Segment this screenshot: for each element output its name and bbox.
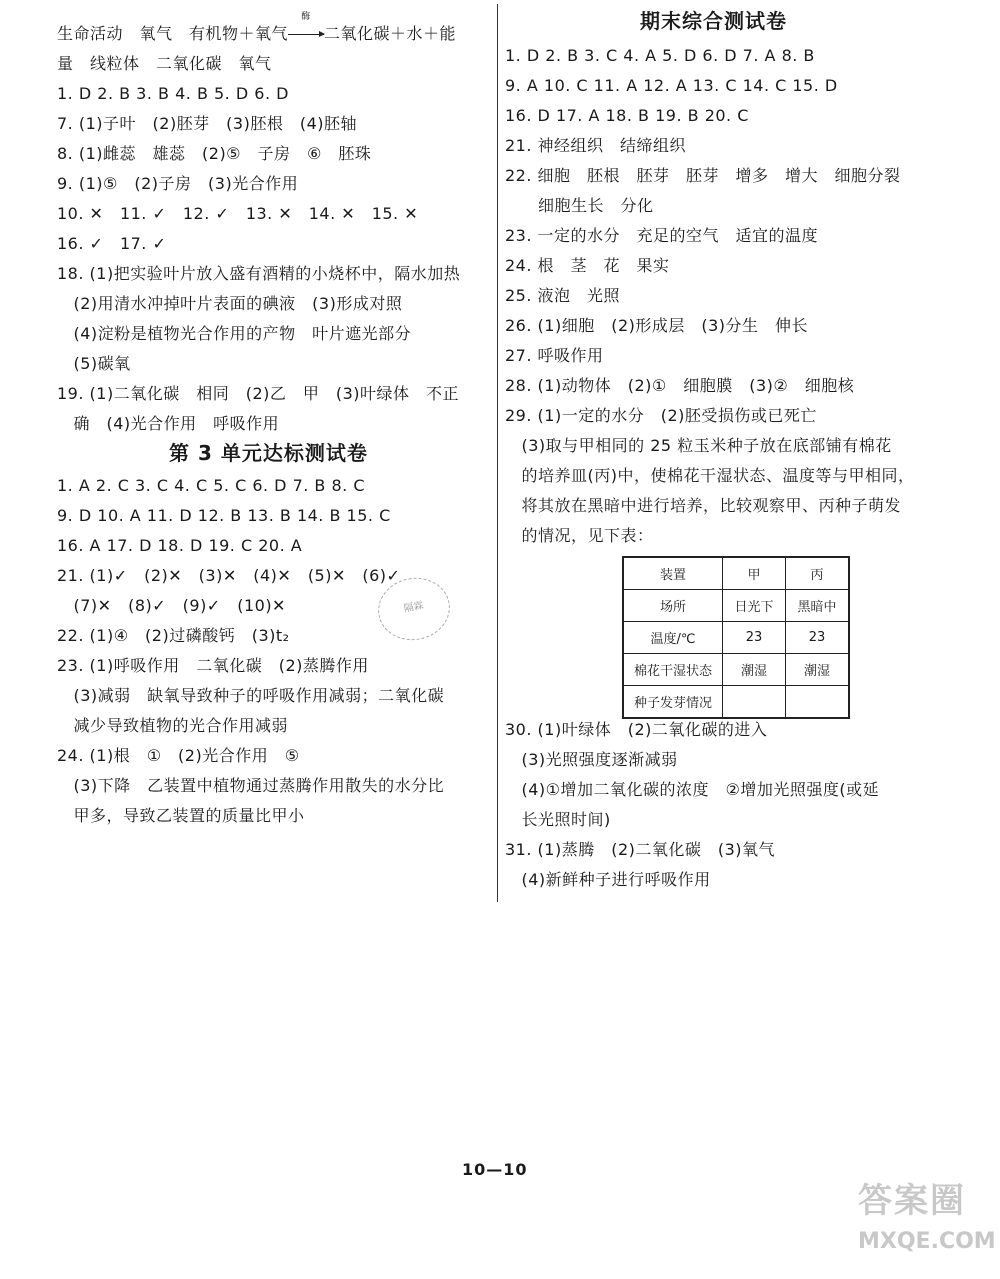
- table-row: [623, 654, 849, 686]
- answer-line: 21. (1)✓ (2)✕ (3)✕ (4)✕ (5)✕ (6)✓: [57, 566, 401, 585]
- table-row: [623, 590, 849, 622]
- experiment-table: [622, 556, 850, 719]
- answer-line: 27. 呼吸作用: [505, 346, 604, 365]
- answer-line: 量 线粒体 二氧化碳 氧气: [57, 54, 272, 73]
- answer-line: 8. (1)雌蕊 雄蕊 (2)⑤ 子房 ⑥ 胚珠: [57, 144, 372, 163]
- answer-line: 9. D 10. A 11. D 12. B 13. B 14. B 15. C: [57, 506, 391, 525]
- answer-line: 24. 根 茎 花 果实: [505, 256, 670, 275]
- answer-line: 24. (1)根 ① (2)光合作用 ⑤: [57, 746, 300, 765]
- answer-line: 23. 一定的水分 充足的空气 适宜的温度: [505, 226, 819, 245]
- table-header-cell: 丙: [786, 557, 850, 590]
- watermark-url: MXQE.COM: [858, 1229, 996, 1254]
- answer-line: 的情况，见下表：: [505, 526, 654, 545]
- answer-line: 将其放在黑暗中进行培养，比较观察甲、丙种子萌发: [505, 496, 902, 515]
- table-cell: [723, 686, 786, 719]
- table-header-cell: 装置: [623, 557, 723, 590]
- answer-line: 18. (1)把实验叶片放入盛有酒精的小烧杯中，隔水加热: [57, 264, 461, 283]
- answer-line: 31. (1)蒸腾 (2)二氧化碳 (3)氧气: [505, 840, 776, 859]
- answer-line: 19. (1)二氧化碳 相同 (2)乙 甲 (3)叶绿体 不正: [57, 384, 460, 403]
- answer-line: 10. ✕ 11. ✓ 12. ✓ 13. ✕ 14. ✕ 15. ✕: [57, 204, 419, 223]
- answer-line: 29. (1)一定的水分 (2)胚受损伤或已死亡: [505, 406, 817, 425]
- answer-line: 1. A 2. C 3. C 4. C 5. C 6. D 7. B 8. C: [57, 476, 366, 495]
- answer-line: 的培养皿(丙)中，使棉花干湿状态、温度等与甲相同，: [505, 466, 915, 485]
- table-cell: 23: [723, 622, 786, 654]
- table-cell: 种子发芽情况: [623, 686, 723, 719]
- watermark-text: 答案圈: [858, 1181, 966, 1221]
- answer-line: 16. A 17. D 18. D 19. C 20. A: [57, 536, 303, 555]
- table-cell: 潮湿: [786, 654, 850, 686]
- table-cell: 潮湿: [723, 654, 786, 686]
- table-cell: [786, 686, 850, 719]
- reaction-condition: 酶: [301, 12, 311, 22]
- reaction-arrow: [288, 12, 324, 44]
- table-header-cell: 甲: [723, 557, 786, 590]
- table-cell: 日光下: [723, 590, 786, 622]
- answer-line: 1. D 2. B 3. C 4. A 5. D 6. D 7. A 8. B: [505, 46, 815, 65]
- answer-line: 16. D 17. A 18. B 19. B 20. C: [505, 106, 749, 125]
- answer-line: 细胞生长 分化: [505, 196, 654, 215]
- table-cell: 棉花干湿状态: [623, 654, 723, 686]
- answer-line: 26. (1)细胞 (2)形成层 (3)分生 伸长: [505, 316, 809, 335]
- answer-line: 22. (1)④ (2)过磷酸钙 (3)t₂: [57, 626, 290, 645]
- answer-line: (4)新鲜种子进行呼吸作用: [505, 870, 711, 889]
- answer-line: 28. (1)动物体 (2)① 细胞膜 (3)② 细胞核: [505, 376, 855, 395]
- answer-line: (5)碳氧: [57, 354, 131, 373]
- table-cell: 黑暗中: [786, 590, 850, 622]
- watermark-logo: [858, 1175, 996, 1275]
- answer-line: (3)减弱 缺氧导致种子的呼吸作用减弱；二氧化碳: [57, 686, 445, 705]
- answer-line: 7. (1)子叶 (2)胚芽 (3)胚根 (4)胚轴: [57, 114, 358, 133]
- answer-line: 9. A 10. C 11. A 12. A 13. C 14. C 15. D: [505, 76, 838, 95]
- answer-line: (4)淀粉是植物光合作用的产物 叶片遮光部分: [57, 324, 412, 343]
- answer-line: (7)✕ (8)✓ (9)✓ (10)✕: [57, 596, 286, 615]
- answer-line: 减少导致植物的光合作用减弱: [57, 716, 289, 735]
- answer-line: 21. 神经组织 结缔组织: [505, 136, 687, 155]
- equation-line: [57, 12, 457, 44]
- answer-line: 25. 液泡 光照: [505, 286, 621, 305]
- stamp-mark: 隔霖: [373, 572, 455, 646]
- answer-line: 甲多，导致乙装置的质量比甲小: [57, 806, 305, 825]
- equation-right-text: 二氧化碳＋水＋能: [324, 24, 457, 43]
- answer-line: (4)①增加二氧化碳的浓度 ②增加光照强度(或延: [505, 780, 880, 799]
- answer-line: (3)光照强度逐渐减弱: [505, 750, 678, 769]
- answer-line: (2)用清水冲掉叶片表面的碘液 (3)形成对照: [57, 294, 403, 313]
- answer-line: 1. D 2. B 3. B 4. B 5. D 6. D: [57, 84, 289, 103]
- table-row: [623, 622, 849, 654]
- answer-line: 9. (1)⑤ (2)子房 (3)光合作用: [57, 174, 299, 193]
- page-number: 10—10: [462, 1160, 528, 1179]
- unit3-test-title: 第 3 单元达标测试卷: [169, 441, 368, 465]
- equation-left-text: 生命活动 氧气 有机物＋氧气: [57, 24, 289, 43]
- answer-line: 长光照时间): [505, 810, 611, 829]
- answer-line: 23. (1)呼吸作用 二氧化碳 (2)蒸腾作用: [57, 656, 369, 675]
- table-cell: 场所: [623, 590, 723, 622]
- table-row: [623, 686, 849, 719]
- answer-line: 30. (1)叶绿体 (2)二氧化碳的进入: [505, 720, 768, 739]
- answer-line: 确 (4)光合作用 呼吸作用: [57, 414, 280, 433]
- table-header-row: [623, 557, 849, 590]
- column-divider: [497, 4, 498, 902]
- final-test-title: 期末综合测试卷: [640, 9, 787, 33]
- answer-line: (3)下降 乙装置中植物通过蒸腾作用散失的水分比: [57, 776, 445, 795]
- answer-line: 22. 细胞 胚根 胚芽 胚芽 增多 增大 细胞分裂: [505, 166, 901, 185]
- answer-line: (3)取与甲相同的 25 粒玉米种子放在底部铺有棉花: [505, 436, 892, 455]
- answer-line: 16. ✓ 17. ✓: [57, 234, 167, 253]
- table-cell: 温度/℃: [623, 622, 723, 654]
- table-cell: 23: [786, 622, 850, 654]
